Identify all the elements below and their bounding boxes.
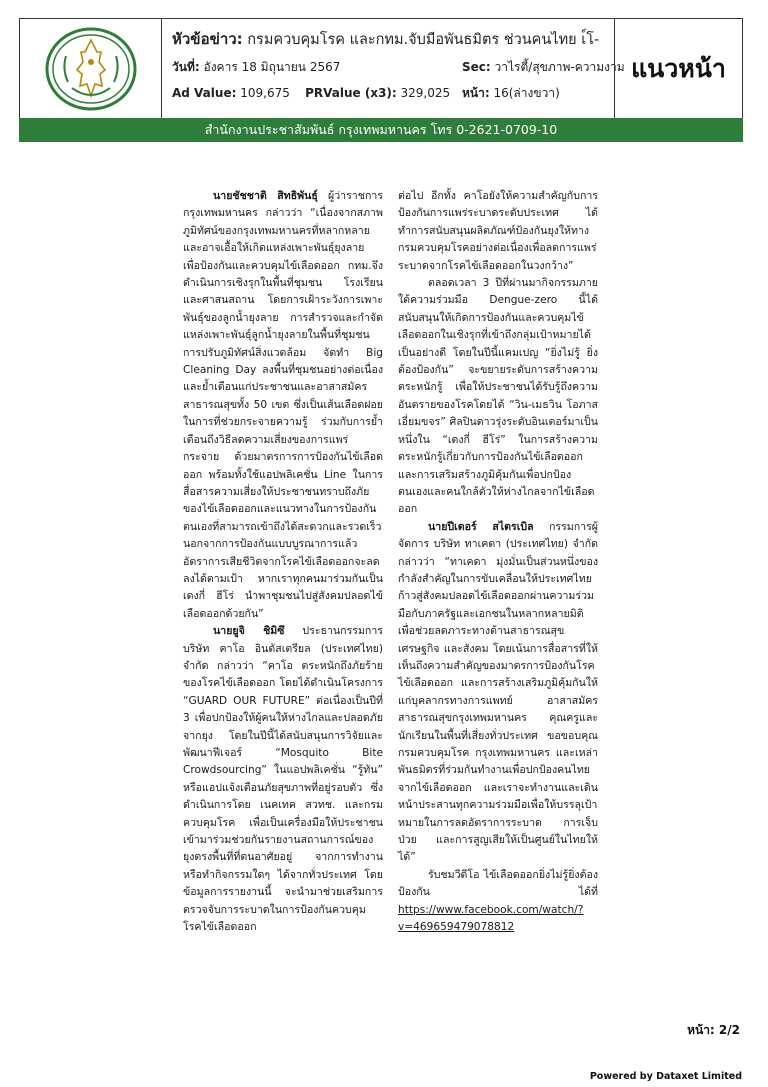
section-row: [462, 57, 625, 77]
article-paragraph: [398, 188, 598, 275]
pr-value-label: PRValue (x3):: [305, 86, 397, 100]
value-row: [172, 83, 450, 103]
article-paragraph: [398, 275, 598, 519]
article-paragraph: [183, 188, 383, 623]
page-number: 16(ล่างขวา): [493, 86, 560, 100]
paragraph-text: กรรมการผู้จัดการ บริษัท ทาเคดา (ประเทศไทย) จำกัด กล่าวว่า “ทาเคดา มุ่งมั่นเป็นส่วนหนึ่งของกำลังสำคัญในการขับเคลื่อนให้ประเทศไทยก้าวสู่สังคมปลอดไข้เลือดออกผ่านความร่วมมือกับภาครัฐและเอกชนในหลากหลายมิติ เพื่อช่วยลดภาระทางด้านสาธารณสุข เศรษฐกิจ และสังคม โดยเน้นการสื่อสารที่ให้เห็นถึงความสำคัญของมาตรการป้องกันโรคไข้เลือดออก และการสร้างเสริมภูมิคุ้มกันให้แก่บุคลากรทางการแพทย์ อาสาสมัครสาธารณสุขกรุงเทพมหานคร คุณครูและนักเรียนในพื้นที่เสี่ยงทั่วประเทศ ขอขอบคุณกรมควบคุมโรค กรุงเทพมหานคร และเหล่าพันธมิตรที่ร่วมกันทำงานเพื่อปกป้องคนไทยจากไข้เลือดออก และเราจะทำงานและเดินหน้าประสานทุกความร่วมมือเพื่อให้บรรลุเป้าหมายในการลดอัตราการระบาด การเจ็บป่วย และการสูญเสียให้เป็นศูนย์ในไทยให้ได้”: [398, 520, 598, 864]
bma-seal-icon: [42, 26, 140, 112]
paragraph-text: ผู้ว่าราชการกรุงเทพมหานคร กล่าวว่า “เนื่องจากสภาพภูมิทัศน์ของกรุงเทพมหานครที่หลากหลายและอาจเอื้อให้เกิดแหล่งเพาะพันธุ์ยุงลาย เพื่อป้องกันและควบคุมไข้เลือดออก กทม.จึงดำเนินการเชิงรุกในพื้นที่ชุมชน โรงเรียน และศาสนสถาน โดยการเฝ้าระวังการเพาะพันธุ์ของลูกน้ำยุงลาย การสำรวจและกำจัดแหล่งเพาะพันธุ์ลูกน้ำยุงลายในพื้นที่ชุมชน การปรับภูมิทัศน์สิ่งแวดล้อม จัดทำ Big Cleaning Day ลงพื้นที่ชุมชนอย่างต่อเนื่อง และย้ำเตือนแก่ประชาชนและอาสาสมัครสาธารณสุขทั้ง 50 เขต ซึ่งเป็นเส้นเลือดฝอยในการที่ช่วยกระจายความรู้ ร่วมกับการย้ำเตือนถึงวิธีลดความเสี่ยงของการแพร่กระจาย ด้วยมาตรการการป้องกันไข้เลือดออก พร้อมทั้งใช้แอปพลิเคชั่น Line ในการสื่อสารความเสี่ยงให้ประชาชนทราบถึงภัยของไข้เลือดออกและแนวทางในการป้องกันตนเองที่สามารถเข้าถึงได้สะดวกและรวดเร็ว นอกจากการป้องกันแบบบูรณาการแล้ว อัตราการเสียชีวิตจากโรคไข้เลือดออกจะลดลงได้ตามเป้า หากเราทุกคนมาร่วมกันเป็น เดงกี่ ฮีโร่ นำพาชุมชนไปสู่สังคมปลอดไข้เลือดออกด้วยกัน”: [183, 190, 384, 620]
clipping-meta: [172, 19, 625, 119]
article-paragraph: [183, 623, 383, 936]
paragraph-text: ประธานกรรมการ บริษัท คาโอ อินดัสเตรียล (ประเทศไทย) จำกัด กล่าวว่า “คาโอ ตระหนักถึงภัยร้ายของโรคไข้เลือดออก โดยได้ดำเนินโครงการ “GUARD OUR FUTURE” ต่อเนื่องเป็นปีที่ 3 เพื่อปกป้องให้ผู้คนให้ห่างไกลและปลอดภัยจากยุง โดยในปีนี้ได้สนับสนุนการวิจัยและพัฒนาฟีเจอร์ “Mosquito Bite Crowdsourcing” ในแอปพลิเคชั่น “รู้ทัน” หรือแอปแจ้งเตือนภัยสุขภาพที่อยู่รอบตัว ซึ่งดำเนินการโดย เนคเทค สวทช. และกรมควบคุมโรค เพื่อเป็นเครื่องมือให้ประชาชนเข้ามาร่วมช่วยกันรายงานสถานการณ์ของยุงตรงพื้นที่ที่ตนอาศัยอยู่ จากการทำงาน หรือทำกิจกรรมใดๆ ได้จากทั่วประเทศ โดยข้อมูลการรายงานนี้ จะนำมาช่วยเสริมการตรวจจับการระบาดในการป้องกันควบคุมโรคไข้เลือดออก: [183, 625, 383, 934]
publication-name: แนวหน้า: [614, 19, 742, 119]
video-link[interactable]: https://www.facebook.com/watch/?v=469659479078812: [398, 903, 584, 934]
pr-value: 329,025: [400, 86, 451, 100]
headline-label: หัวข้อข่าว:: [172, 30, 243, 48]
date-row: [172, 57, 340, 77]
speaker-name: นายชัชชาติ สิทธิพันธุ์: [213, 190, 318, 202]
ad-value: 109,675: [240, 86, 290, 100]
page-indicator: หน้า: 2/2: [687, 1023, 740, 1037]
speaker-name: นายปีเตอร์ สไตรเบิล: [428, 520, 534, 533]
article-column-right: [398, 188, 598, 936]
article-column-left: [183, 188, 383, 936]
date: อังคาร 18 มิถุนายน 2567: [203, 60, 341, 74]
clipping-header: [19, 18, 743, 142]
page-row: [462, 83, 560, 103]
paragraph-text: ต่อไป อีกทั้ง คาโอยังให้ความสำคัญกับการป้องกันการแพร่ระบาดระดับประเทศ ได้ทำการสนับสนุนผลิตภัณฑ์ป้องกันยุงให้ทางกรมควบคุมโรคอย่างต่อเนื่องเพื่อลดการแพร่ระบาดจากโรคไข้เลือดออกในวงกว้าง”: [398, 190, 598, 272]
paragraph-text: รับชมวีดีโอ ไข้เลือดออกยิ่งไม่รู้ยิ่งต้องป้องกัน ได้ที่: [398, 868, 598, 899]
date-label: วันที่:: [172, 60, 200, 74]
office-bar: สำนักงานประชาสัมพันธ์ กรุงเทพมหานคร โทร 0-2621-0709-10: [19, 118, 743, 142]
section: วาไรตี้/สุขภาพ-ความงาม: [494, 60, 625, 74]
ad-value-label: Ad Value:: [172, 86, 237, 100]
page-label: หน้า:: [462, 86, 490, 100]
headline: กรมควบคุมโรค และกทม.จับมือพันธมิตร ช่วนคนไทย เ์โ-: [247, 32, 600, 48]
article-paragraph: [398, 519, 598, 867]
article-paragraph: [398, 867, 598, 937]
speaker-name: นายยูจิ ชิมิซึ: [213, 625, 285, 638]
section-label: Sec:: [462, 60, 491, 74]
powered-by: Powered by Dataxet Limited: [589, 1071, 742, 1082]
headline-row: [172, 29, 599, 50]
bma-logo: [20, 19, 162, 119]
paragraph-text: ตลอดเวลา 3 ปีที่ผ่านมากิจกรรมภายใต้ความร่วมมือ Dengue-zero นี้ได้สนับสนุนให้เกิดการป้องกันและควบคุมไข้เลือดออกในเชิงรุกที่เข้าถึงกลุ่มเป้าหมายได้เป็นอย่างดี โดยในปีนี้แคมเปญ “ยิ่งไม่รู้ ยิ่งต้องป้องกัน” จะขยายระดับการสร้างความตระหนักรู้ เพื่อให้ประชาชนได้รับรู้ถึงความอันตรายของโรคโดยได้ “วิน-เมธวิน โอภาสเอี่ยมขจร” ศิลปินดาวรุ่งระดับอินเตอร์มาเป็นหนึ่งใน “เดงกี่ ฮีโร่” ในการสร้างความตระหนักรู้เกี่ยวกับการป้องกันไข้เลือดออกและการเสริมสร้างภูมิคุ้มกันเพื่อปกป้องตนเองและคนใกล้ตัวให้ห่างไกลจากไข้เลือดออก: [398, 277, 598, 516]
